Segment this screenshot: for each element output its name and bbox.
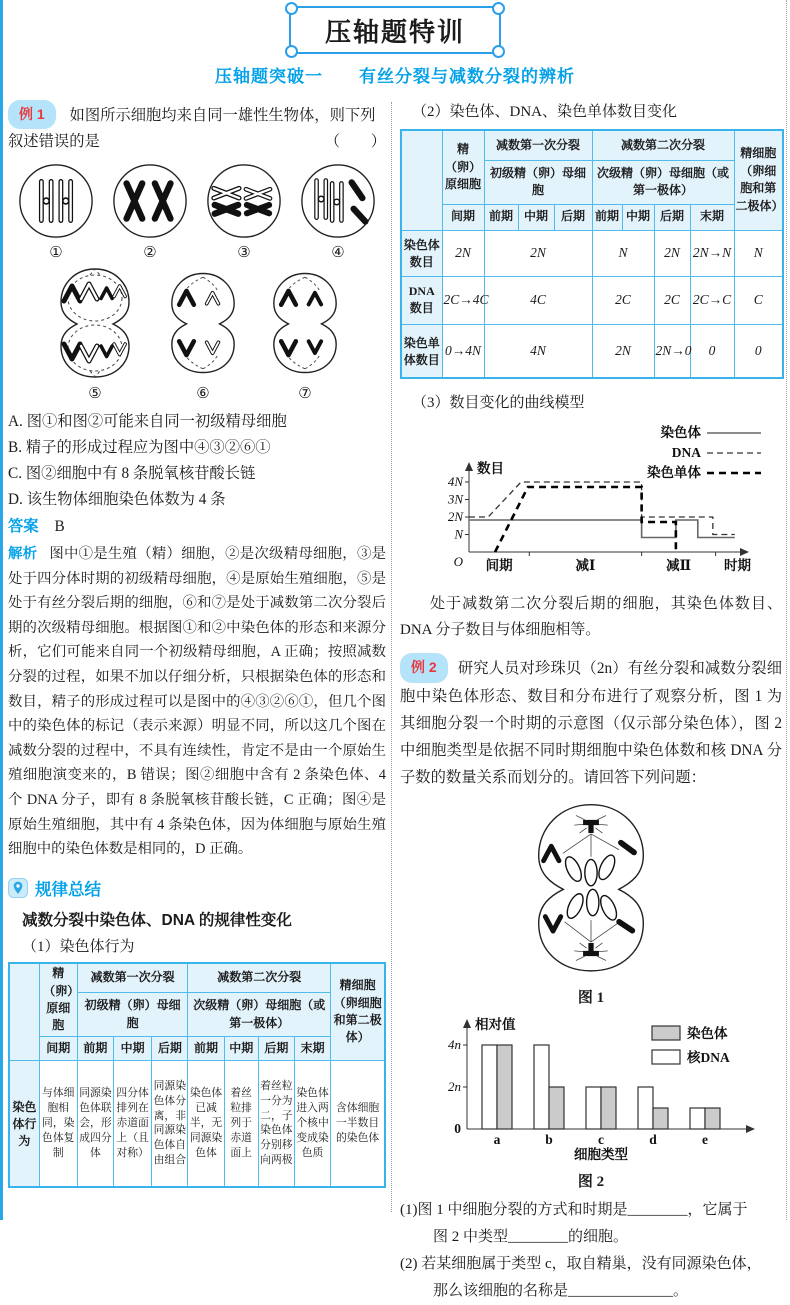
example1-question (8, 100, 386, 129)
summary-item-2: （2）染色体、DNA、染色单体数目变化 (412, 104, 677, 120)
table2-cell: 2N (592, 324, 654, 378)
phase-header: 间期 (442, 204, 484, 230)
phase-header: 前期 (592, 204, 622, 230)
option-a: A. 图①和图②可能来自同一初级精母细胞 (8, 413, 287, 430)
table2-row-label: DNA数目 (401, 276, 442, 324)
question-2-line1: (2) 若某细胞属于类型 c，取自精巢，没有同源染色体， (400, 1256, 762, 1272)
phase-header: 后期 (258, 1037, 294, 1061)
table2-cell: 2N→0 (654, 324, 690, 378)
frame-ornament (492, 45, 505, 58)
cell-figures-row2 (8, 262, 386, 403)
question-1-line2: 图 2 中类型________的细胞。 (433, 1229, 629, 1245)
option-d: D. 该生物体细胞染色体数为 4 条 (8, 491, 226, 508)
phase-header: 中期 (224, 1037, 258, 1061)
bar-ytick: 0 (453, 1121, 461, 1136)
table2-meiosis1-header: 减数第一次分裂 (484, 130, 592, 160)
example2-text: 研究人员对珍珠贝（2n）有丝分裂和减数分裂细胞中染色体形态、数目和分布进行了观察分析，图 1 为其细胞分裂一个时期的示意图（仅示部分染色体），图 2 中细胞类型是依据不同时期细胞中染色体数和核 DNA 分子数的数量关系而划分的。请回答下列问题： (400, 660, 782, 786)
cell-figure-6 (159, 264, 247, 403)
legend-chromosome: 染色体 (660, 425, 701, 440)
svg-text:e: e (701, 1132, 708, 1147)
svg-text:减Ⅱ: 减Ⅱ (666, 558, 692, 573)
curve-ytick: 4N (447, 474, 463, 489)
cell-figure-2 (110, 161, 190, 262)
bar-xlabel: 细胞类型 (573, 1147, 628, 1162)
table2-corner-cell (401, 130, 442, 230)
left-column (8, 100, 386, 1188)
answer-bracket: （ ） (324, 133, 386, 150)
phase-header: 间期 (39, 1037, 77, 1061)
column-divider (391, 102, 392, 1212)
summary-item-3: （3）数目变化的曲线模型 (412, 395, 585, 411)
frame-ornament (285, 2, 298, 15)
bar-ylabel: 相对值 (474, 1017, 515, 1032)
rule-summary-title: 规律总结 (35, 880, 101, 899)
table2-secondary-cell-header: 次级精（卵）母细胞（或第一极体） (592, 160, 734, 204)
table2-cell: 0 (690, 324, 734, 378)
cell-diagram-1 (16, 161, 96, 241)
table1-gamete-header: 精细胞（卵细胞和第二极体） (331, 963, 385, 1061)
questions-block (400, 1197, 782, 1305)
analysis-label: 解析 (8, 546, 38, 562)
curve-ylabel: 数目 (477, 461, 504, 476)
svg-text:c: c (597, 1132, 604, 1147)
curve-ytick: N (454, 526, 463, 542)
table1-cell: 与体细胞相同，染色体复制 (39, 1061, 77, 1187)
cell-diagram-4 (298, 161, 378, 241)
table2-cell: 0 (734, 324, 783, 378)
analysis-text: 图中①是生殖（精）细胞，②是次级精母细胞，③是处于四分体时期的初级精母细胞，④是原始生殖细胞，⑤是处于有丝分裂后期的细胞，⑥和⑦是处于减数第二次分裂后期的次级精母细胞。根据图①和②中染色体的形态和来源分析，它们可能来自同一个初级精母细胞，A 正确；按照减数分裂的过程，如果不加以仔细分析，只根据染色体的形态和数目，精子的形成过程可以是图中的④③②⑥①，但几个图中的染色体的标记（表示来源）明显不同，所以这几个图在减数分裂的过程中，不具有连续性，肯定不是由一个原始生殖细胞演变来的，B 错误；图②细胞中含有 2 条染色体、4 个 DNA 分子，即有 8 条脱氧核苷酸长链，C 正确；图④是原始生殖细胞，其中有 4 条染色体，因为体细胞与原始生殖细胞中的染色体数是相同的，D 正确。 (8, 546, 386, 858)
table2-cell: 4N (484, 324, 592, 378)
cell-figures-row1 (8, 155, 386, 262)
option-c: C. 图②细胞中有 8 条脱氧核苷酸长链 (8, 465, 256, 482)
curve-xlabel: 时期 (724, 558, 751, 573)
example1-badge: 例 1 (8, 100, 56, 129)
cell-label-1: ① (49, 245, 63, 261)
table1-corner-cell (9, 963, 39, 1061)
summary-item-1: （1）染色体行为 (22, 938, 135, 955)
table1-cell: 染色体已减半，无同源染色体 (188, 1061, 224, 1187)
question-1-line1: (1)图 1 中细胞分裂的方式和时期是________，它属于 (400, 1202, 748, 1218)
phase-header: 末期 (294, 1037, 330, 1061)
cell-figure-4 (298, 161, 378, 262)
example2-badge: 例 2 (400, 653, 448, 683)
table1-cell: 同源染色体分离，非同源染色体自由组合 (152, 1061, 188, 1187)
page-edge-line (786, 0, 787, 1220)
svg-text:a: a (493, 1132, 500, 1147)
phase-header: 前期 (484, 204, 518, 230)
cell-label-5: ⑤ (88, 386, 102, 402)
section-title: 压轴题突破一 有丝分裂与减数分裂的辨析 (215, 67, 575, 86)
cell-figure-5 (45, 264, 145, 403)
table2-cell: 0→4N (442, 324, 484, 378)
figure1-wrap (400, 797, 782, 984)
legend-nuclear-dna: 核DNA (686, 1050, 730, 1065)
table2-cell: N (734, 230, 783, 276)
cell-diagram-6 (159, 264, 247, 382)
curve-chart-wrap (400, 420, 782, 583)
phase-header: 后期 (654, 204, 690, 230)
cell-label-3: ③ (237, 245, 251, 261)
example1-question-line2: 叙述错误的是 (8, 133, 100, 150)
table1-cell: 含体细胞一半数目的染色体 (331, 1061, 385, 1187)
table2-meiosis2-header: 减数第二次分裂 (592, 130, 734, 160)
answer-line (8, 513, 386, 540)
analysis-paragraph (8, 542, 386, 862)
rule-summary-header (8, 876, 386, 900)
cell-diagram-5 (45, 264, 145, 382)
right-column (400, 100, 782, 1305)
table2-cell: 2N→N (690, 230, 734, 276)
page-spine (0, 0, 3, 1220)
table1-secondary-cell-header: 次级精（卵）母细胞（或第一极体） (188, 993, 331, 1037)
bar-ytick: 2n (447, 1079, 461, 1094)
table2-cell: 2C→4C (442, 276, 484, 324)
phase-header: 中期 (622, 204, 654, 230)
phase-header: 中期 (114, 1037, 152, 1061)
table1-meiosis1-header: 减数第一次分裂 (77, 963, 188, 993)
curve-origin: O (453, 554, 463, 569)
counts-table (400, 129, 784, 379)
figure1-cell-diagram (517, 797, 665, 979)
cell-diagram-2 (110, 161, 190, 241)
bar-ytick: 4n (447, 1037, 461, 1052)
summary-subheading: 减数分裂中染色体、DNA 的规律性变化 (22, 911, 292, 929)
table2-precursor-header: 精（卵）原细胞 (442, 130, 484, 204)
cell-diagram-7 (261, 264, 349, 382)
figure2-bar-chart (419, 1011, 764, 1163)
table2-cell: 2N (442, 230, 484, 276)
phase-header: 前期 (77, 1037, 113, 1061)
table1-precursor-header: 精（卵）原细胞 (39, 963, 77, 1037)
cell-diagram-3 (204, 161, 284, 241)
curve-ytick: 2N (447, 509, 463, 524)
chromosome-behavior-table (8, 962, 386, 1188)
table1-cell: 同源染色体联会，形成四分体 (77, 1061, 113, 1187)
legend-dna: DNA (671, 445, 701, 460)
legend-chromatid: 染色单体 (647, 465, 701, 480)
table1-cell: 染色体进入两个核中变成染色质 (294, 1061, 330, 1187)
table1-cell: 着丝粒一分为二，子染色体分别移向两极 (258, 1061, 294, 1187)
curve-ytick: 3N (447, 491, 463, 507)
example1-question-line2-row (8, 129, 386, 155)
frame-ornament (285, 45, 298, 58)
table2-cell: 2C (592, 276, 654, 324)
bar-chart-wrap (400, 1011, 782, 1168)
title-frame (289, 6, 501, 54)
answer-label: 答案 (8, 518, 39, 535)
table2-cell: N (592, 230, 654, 276)
table2-cell: 2C→C (690, 276, 734, 324)
table2-primary-cell-header: 初级精（卵）母细胞 (484, 160, 592, 204)
table2-cell: 2C (654, 276, 690, 324)
number-change-curve-chart (407, 420, 775, 578)
rule-summary-icon (8, 878, 28, 898)
example1-question-line1: 如图所示细胞均来自同一雄性生物体，则下列 (69, 107, 376, 124)
table2-cell: C (734, 276, 783, 324)
cell-label-6: ⑥ (196, 386, 210, 402)
option-b: B. 精子的形成过程应为图中④③②⑥① (8, 439, 271, 456)
cell-label-7: ⑦ (298, 386, 312, 402)
phase-header: 末期 (690, 204, 734, 230)
cell-figure-1 (16, 161, 96, 262)
table2-row-label: 染色体数目 (401, 230, 442, 276)
question-2-line2: 那么该细胞的名称是______________。 (433, 1283, 689, 1299)
table2-cell: 4C (484, 276, 592, 324)
cell-label-2: ② (143, 245, 157, 261)
table2-cell: 2N (654, 230, 690, 276)
table1-cell: 四分体排列在赤道面上（且对称） (114, 1061, 152, 1187)
phase-header: 中期 (518, 204, 554, 230)
figure1-caption: 图 1 (577, 990, 605, 1006)
cell-figure-7 (261, 264, 349, 403)
page-title: 压轴题特训 (324, 17, 465, 47)
svg-text:d: d (648, 1132, 657, 1147)
table1-primary-cell-header: 初级精（卵）母细胞 (77, 993, 188, 1037)
example2-paragraph (400, 653, 782, 791)
phase-header: 后期 (554, 204, 592, 230)
frame-ornament (492, 2, 505, 15)
options-list (8, 409, 386, 513)
table2-gamete-header: 精细胞（卵细胞和第二极体） (734, 130, 783, 230)
phase-header: 后期 (152, 1037, 188, 1061)
note-paragraph: 处于减数第二次分裂后期的细胞，其染色体数目、DNA 分子数目与体细胞相等。 (400, 596, 782, 638)
svg-text:间期: 间期 (485, 558, 513, 573)
table1-meiosis2-header: 减数第二次分裂 (188, 963, 331, 993)
table1-cell: 着丝粒排列于赤道面上 (224, 1061, 258, 1187)
table2-cell: 2N (484, 230, 592, 276)
answer-value: B (54, 518, 65, 535)
cell-label-4: ④ (331, 245, 345, 261)
svg-text:减Ⅰ: 减Ⅰ (575, 558, 596, 573)
table2-row-label: 染色单体数目 (401, 324, 442, 378)
figure2-caption: 图 2 (577, 1174, 605, 1190)
svg-text:b: b (544, 1132, 553, 1147)
phase-header: 前期 (188, 1037, 224, 1061)
legend-chromosome: 染色体 (686, 1026, 727, 1041)
table1-row-label: 染色体行为 (9, 1061, 39, 1187)
cell-figure-3 (204, 161, 284, 262)
